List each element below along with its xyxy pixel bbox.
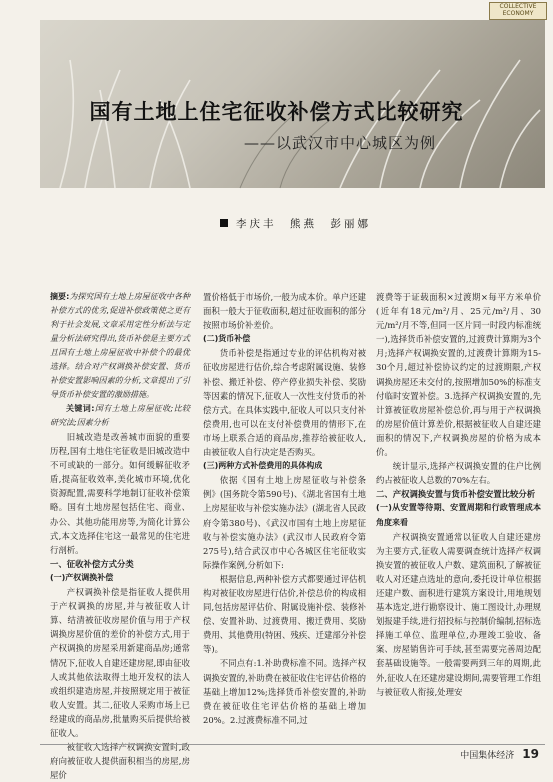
- text-column-3: [376, 290, 541, 699]
- page-number: 19: [522, 747, 539, 761]
- section-heading-1: 一、征收补偿方式分类: [50, 558, 134, 569]
- section-heading-2: 二、产权调换安置与货币补偿安置比较分析: [376, 489, 536, 500]
- text-column-1: [50, 290, 190, 782]
- body-paragraph: 置价格低于市场价,一般为成本价。单户还建面积一般大于征收面积,超过征收面积的部分按照市场价补差价。: [203, 292, 366, 331]
- subsection-heading: (三)两种方式补偿费用的具体构成: [203, 461, 323, 471]
- journal-logo: COLLECTIVE ECONOMY: [489, 2, 547, 20]
- body-paragraph: 货币补偿是指通过专业的评估机构对被征收房屋进行估价,综合考虑附属设施、装修补偿、搬迁补偿、停产停业损失补偿、奖励等因素的情况下,征收人一次性支付货币的补偿方式。在具体实践中,征收人可以只支付补偿费用,也可以在支付补偿费用的情形下,在市场上联系合适的商品房,推荐给被征收人,由被征收人自行决定是否购买。: [203, 348, 366, 458]
- intro-paragraph: 旧城改造是改善城市面貌的重要历程,国有土地住宅征收是旧城改造中不可或缺的一部分。如何缓解征收矛盾,提高征收效率,美化城市环境,优化资源配置,需要科学地制订征收补偿策略。国有土地房屋包括住宅、商业、办公、其他功能用房等,为简化计算公式,本文选择住宅这一最常见的住宅进行剖析。: [50, 432, 190, 555]
- authors-text: 李庆丰 熊燕 彭丽娜: [236, 218, 371, 230]
- page-footer: [460, 747, 539, 761]
- body-paragraph: 统计显示,选择产权调换安置的住户比例约占被征收人总数的70%左右。: [376, 461, 541, 486]
- subsection-heading: (一)从安置等待期、安置周期和行政管理成本角度来看: [376, 503, 541, 527]
- article-title: 国有土地上住宅征收补偿方式比较研究: [89, 100, 464, 124]
- footer-rule: [40, 744, 545, 745]
- square-bullet-icon: [220, 219, 228, 227]
- journal-name: 中国集体经济: [460, 751, 515, 761]
- body-paragraph: 产权调换安置通常以征收人自建还建房为主要方式,征收人需要调查统计选择产权调换安置的被征收人户数、建筑面积,了解被征收人对还建点选址的意向,委托设计单位根据还建户数、面积进行建筑方案设计,用地规划基本选定,进行勘察设计、施工图设计,办理规划报建手续,进行招投标与控制价编制,招标选择施工单位、监理单位,办理竣工验收、备案、房屋销售许可手续,甚至需要完善周边配套基础设施等。一般需要两到三年的周期,此外,征收人在还建房建设期间,需要管理工作组与被征收人衔接,处理安: [376, 531, 541, 697]
- subsection-heading: (二)货币补偿: [203, 334, 251, 344]
- body-paragraph: 被征收人选择产权调换安置时,政府向被征收人提供面积相当的房屋,房屋价: [50, 742, 190, 781]
- body-paragraph: 不同点有:1.补助费标准不同。选择产权调换安置的,补助费在被征收住宅评估价格的基础上增加12%;选择货币补偿安置的,补助费在被征收住宅评估价格的基础上增加20%。2.过渡费标准不同,过: [203, 658, 366, 725]
- body-paragraph: 产权调换补偿是指征收人提供用于产权调换的房屋,并与被征收人计算、结清被征收房屋价值与用于产权调换房屋价值的差价的补偿方式,用于产权调换的房屋采用新建商品房;通常情况下,征收人自建还建房屋,即由征收人或其他依法取得土地开发权的法人或组织建造房屋,并按照规定用于被征收人安置。其二,征收人采购市场上已经建成的商品房,批量购买后提供给被征收人。: [50, 587, 190, 738]
- abstract: 摘要:为探究国有土地上房屋征收中各种补偿方式的优劣,促进补偿政策使之更有利于社会发展,文章采用定性分析法与定量分析法研究得出,货币补偿是主要方式且国有土地上房屋征收中补偿个的最优选择。结合对产权调换补偿安置、货币补偿安置影响因素的分析,文章提出了引导货币补偿安置的激励措施。: [50, 292, 190, 399]
- body-paragraph: 依据《国有土地上房屋征收与补偿条例》(国务院令第590号)、《湖北省国有土地上房屋征收与补偿实施办法》(湖北省人民政府令第380号)、《武汉市国有土地上房屋征收与补偿实施办法》(武汉市人民政府令第275号),结合武汉市中心各城区住宅征收实际操作案例,分析如下:: [203, 475, 366, 570]
- author-line: [220, 216, 371, 231]
- article-subtitle: ——以武汉市中心城区为例: [243, 134, 436, 152]
- text-column-2: [203, 290, 366, 727]
- body-paragraph: 根据信息,两种补偿方式都要通过评估机构对被征收房屋进行估价,补偿总价的构成相同,包括房屋评估价、附属设施补偿、装修补偿、安置补助、过渡费用、搬迁费用、奖励费用、其他费用(特困、残疾、迁建部分补偿等)。: [203, 573, 366, 655]
- subsection-heading: (一)产权调换补偿: [50, 572, 114, 582]
- body-paragraph: 渡费等于证载面积×过渡期×每平方米单价(近年有18元/m²/月、25元/m²/月、30元/m²/月不等,但同一区片同一时段内标准统一),选择货币补偿安置的,过渡费计算期为3个月;选择产权调换安置的,过渡费计算期为15-30个月,超过补偿协议约定的过渡期限,产权调换房屋还未交付的,按照增加50%的标准支付临时安置补偿。3.选择产权调换安置的,先计算被征收房屋补偿总价,再与用于产权调换的房屋价值计算差价,根据被征收人自建还建面积的情况下,产权调换房屋的价格为成本价。: [376, 292, 541, 458]
- keywords: 关键词:国有土地上房屋征收;比较研究法;因素分析: [50, 404, 190, 427]
